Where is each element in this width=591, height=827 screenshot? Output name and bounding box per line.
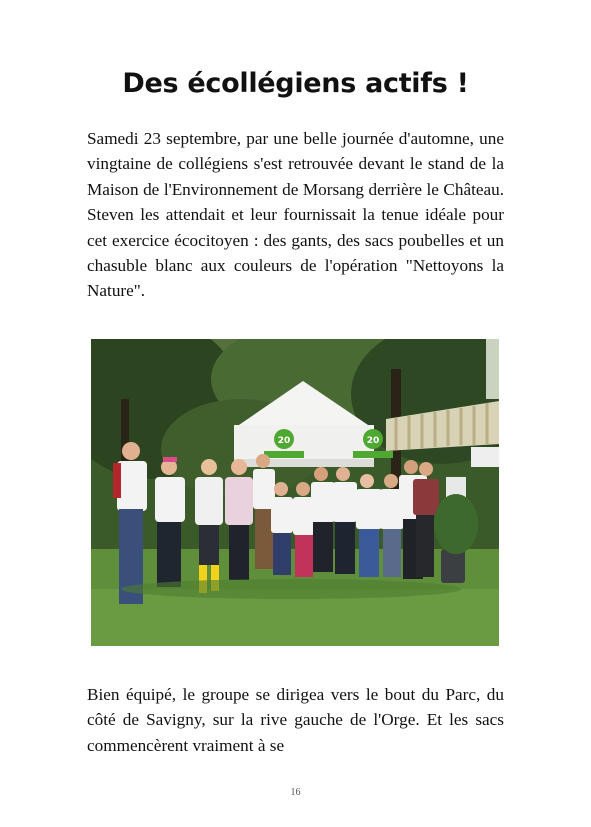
page-number: 16 [290, 787, 301, 798]
tent-logo-number-left: 20 [277, 436, 291, 446]
body-paragraph-2: Bien équipé, le groupe se dirigea vers le bout du Parc, du côté de Savigny, sur la rive gauche de l'Orge. Et les sacs commencèrent vraiment à se [87, 685, 504, 755]
page-title: Des écollégiens actifs ! [122, 68, 469, 99]
tent-logo-number-right: 20 [366, 436, 380, 446]
group-photo [91, 339, 499, 646]
body-paragraph-1: Samedi 23 septembre, par une belle journée d'automne, une vingtaine de collégiens s'est retrouvée devant le stand de la Maison de l'Environnement de Morsang derrière le Château. Steven les attendait et leur fournissait la tenue idéale pour cet exercice écocitoyen : des gants, des sacs poubelles et un chasuble blanc aux couleurs de l'opération "Nettoyons la Nature". [87, 129, 504, 301]
